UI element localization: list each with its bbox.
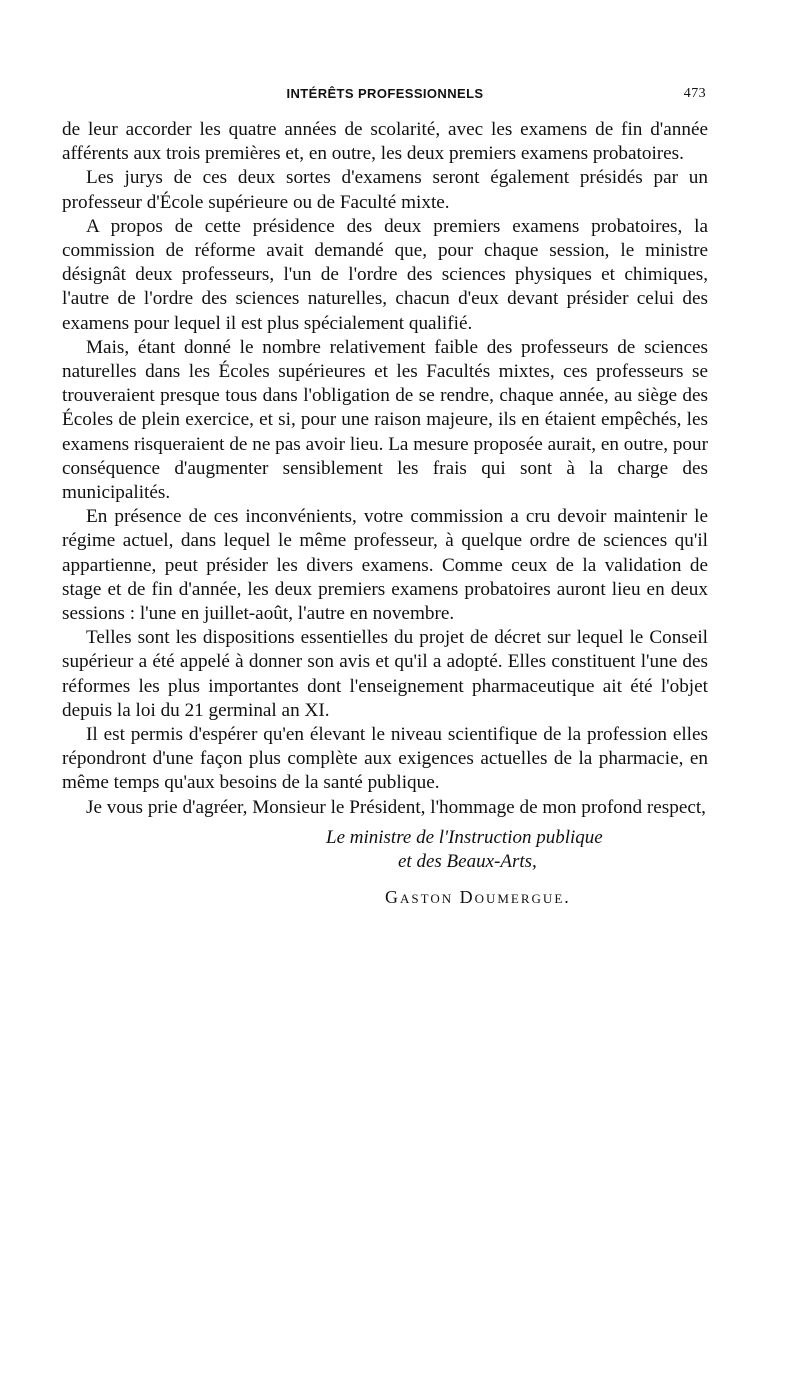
signature-block	[62, 826, 708, 910]
paragraph: Mais, étant donné le nombre relativement faible des professeurs de sciences naturelles dans les Écoles supérieures et les Facultés mixtes, ces professeurs se trouveraient presque tous dans l'obligation de se rendre, chaque année, au siège des Écoles de plein exercice, et si, pour une raison majeure, ils en étaient empêchés, les examens risqueraient de ne pas avoir lieu. La mesure proposée aurait, en outre, pour conséquence d'augmenter sensiblement les frais qui sont à la charge des municipalités.	[62, 336, 708, 504]
paragraph: En présence de ces inconvénients, votre commission a cru devoir maintenir le régime actuel, dans lequel le même professeur, à quelque ordre de sciences qu'il appartienne, peut présider les divers examens. Comme ceux de la validation de stage et de fin d'année, les deux premiers examens probatoires auront lieu en deux sessions : l'une en juillet-août, l'autre en novembre.	[62, 506, 708, 625]
running-title: INTÉRÊTS PROFESSIONNELS	[286, 86, 484, 101]
running-header	[62, 84, 708, 112]
paragraph: de leur accorder les quatre années de scolarité, avec les examens de fin d'année afférents aux trois premières et, en outre, les deux premiers examens probatoires.	[62, 119, 708, 165]
paragraph: Telles sont les dispositions essentielles du projet de décret sur lequel le Conseil supérieur a été appelé à donner son avis et qu'il a adopté. Elles constituent l'une des réformes les plus importantes dont l'enseignement pharmaceutique ait été l'objet depuis la loi du 21 germinal an XI.	[62, 627, 708, 721]
paragraph: A propos de cette présidence des deux premiers examens probatoires, la commission de réforme avait demandé que, pour chaque session, le ministre désignât deux professeurs, l'un de l'ordre des sciences physiques et chimiques, l'autre de l'ordre des sciences naturelles, chacun d'eux devant présider celui des examens pour lequel il est plus spécialement qualifié.	[62, 215, 708, 334]
paragraph: Il est permis d'espérer qu'en élevant le niveau scientifique de la profession elles répondront d'une façon plus complète aux exigences actuelles de la pharmacie, en même temps qu'aux besoins de la santé publique.	[62, 724, 708, 794]
signature-title-line: et des Beaux-Arts,	[398, 851, 537, 873]
signatory-name: Gaston Doumergue.	[385, 886, 571, 907]
signature-title-line: Le ministre de l'Instruction publique	[326, 826, 603, 848]
paragraph: Je vous prie d'agréer, Monsieur le Président, l'hommage de mon profond respect,	[86, 796, 706, 818]
paragraph: Les jurys de ces deux sortes d'examens seront également présidés par un professeur d'École supérieure ou de Faculté mixte.	[62, 167, 708, 213]
body-text	[62, 118, 708, 820]
page-number: 473	[683, 86, 706, 101]
document-page	[62, 84, 708, 909]
